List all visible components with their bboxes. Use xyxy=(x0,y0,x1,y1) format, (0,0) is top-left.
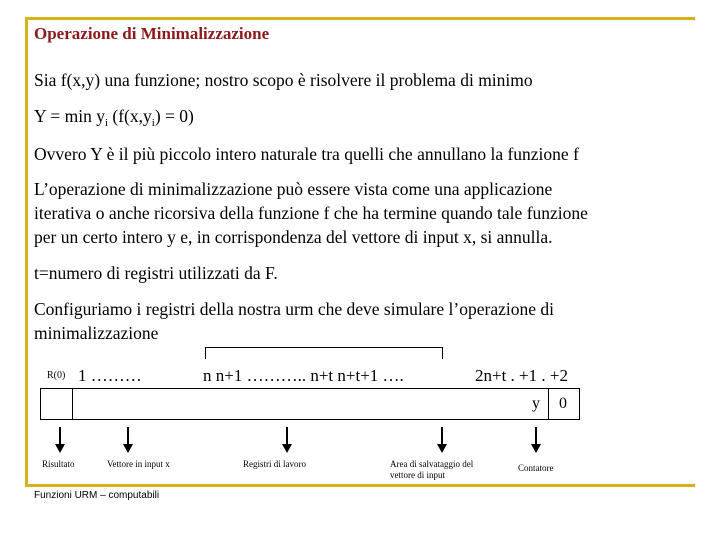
arrow-risultato xyxy=(55,427,65,453)
registers-count-line: t=numero di registri utilizzati da F. xyxy=(34,263,278,283)
register-cell-divider xyxy=(72,389,73,419)
arrow-area xyxy=(437,427,447,453)
formula-part-c: ) = 0) xyxy=(154,106,194,126)
label-area-salvataggio: Area di salvataggio del vettore di input xyxy=(390,459,474,480)
frame-bottom-line xyxy=(25,484,695,487)
slide-footer: Funzioni URM – computabili xyxy=(34,490,160,501)
formula-part-b: (f(x,y xyxy=(108,106,152,126)
work-registers-bracket xyxy=(205,347,443,359)
configuration-line-2: minimalizzazione xyxy=(34,323,159,343)
formula-part-a: Y = min y xyxy=(34,106,105,126)
register-index-end: 2n+t . +1 . +2 xyxy=(475,366,568,385)
problem-statement: Sia f(x,y) una funzione; nostro scopo è risolvere il problema di minimo xyxy=(34,70,533,90)
configuration-line-1: Configuriamo i registri della nostra urm che deve simulare l’operazione di xyxy=(34,299,554,319)
register-r0-label: R(0) xyxy=(47,370,66,381)
register-cell-y: y xyxy=(532,395,540,412)
minimum-formula xyxy=(34,104,194,131)
formula-subscript-1: i xyxy=(104,117,109,129)
register-index-middle: n n+1 ……….. n+t n+t+1 …. xyxy=(203,366,404,385)
label-registri-lavoro: Registri di lavoro xyxy=(243,459,306,469)
arrow-contatore xyxy=(531,427,541,453)
description-line-1: L’operazione di minimalizzazione può essere vista come una applicazione xyxy=(34,179,553,199)
register-cell-zero: 0 xyxy=(559,395,567,412)
label-risultato: Risultato xyxy=(42,459,75,469)
frame-top-line xyxy=(25,17,695,20)
description-line-3: per un certo intero y e, in corrispondenza del vettore di input x, si annulla. xyxy=(34,227,553,247)
register-cell-divider xyxy=(548,389,549,419)
label-vettore-input: Vettore in input x xyxy=(107,459,170,469)
frame-left-line xyxy=(25,17,28,487)
arrow-registri xyxy=(282,427,292,453)
arrow-vettore xyxy=(123,427,133,453)
definition-line: Ovvero Y è il più piccolo intero naturale tra quelli che annullano la funzione f xyxy=(34,144,579,164)
slide-title: Operazione di Minimalizzazione xyxy=(34,24,270,43)
label-contatore: Contatore xyxy=(518,463,554,473)
register-index-one: 1 ……… xyxy=(78,366,142,385)
formula-subscript-2: i xyxy=(151,117,155,129)
description-line-2: iterativa o anche ricorsiva della funzione f che ha termine quando tale funzione xyxy=(34,203,588,223)
register-strip xyxy=(40,388,580,420)
